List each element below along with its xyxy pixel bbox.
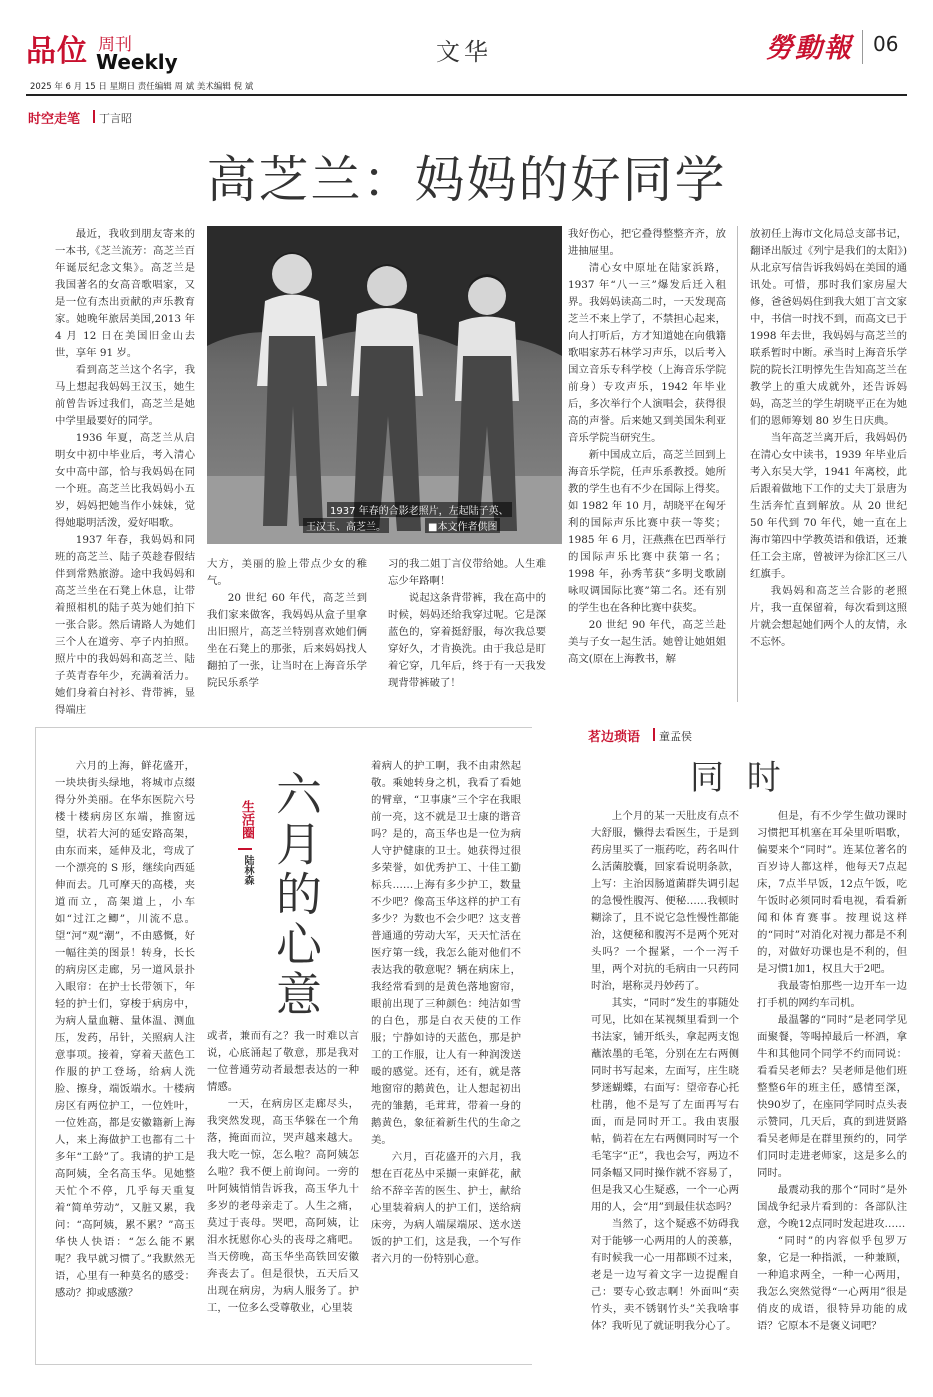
article2-column-2: 或者，兼而有之？我一时难以言说，心底涌起了敬意，那是我对一位普通劳动者最想表达的一种情感。 一天，在病房区走廊尽头，我突然发现，高玉华躲在一个角落，掩面而泣，哭声越来越大。我大吃一惊，怎么啦？高阿姨怎么啦？我不便上前询问。一旁的叶阿姨悄悄告诉我，高玉华九十多岁的老母亲走了。人生之痛，莫过于丧母。哭吧，高阿姨，让泪水抚慰你心头的丧母之痛吧。当天傍晚，高玉华坐高铁回安徽奔丧去了。但是很快，五天后又出现在病房，为病人服务了。护工，一位多么受尊敬业，心里装	[207, 1030, 359, 1314]
dateline: 2025 年 6 月 15 日 星期日 责任编辑 周 斌 美术编辑 倪 斌	[30, 82, 254, 92]
masthead-brand: 品位	[26, 34, 88, 69]
masthead-rule	[26, 94, 907, 96]
article3-column-1: 上个月的某一天肚皮有点不大舒服，懒得去看医生，于是到药房里买了一瓶药吃，药名叫什么活菌胶囊，回家看说明条款，上写：主治因肠道菌群失调引起的急慢性腹泻、便秘……我顿时糊涂了，且不说它急性慢性都能治，这便秘和腹泻不是两个死对头吗？一个握紧，一个一泻千里，两个对抗的毛病由一只药同时治，堪称灵丹妙药了。 其实，“同时”发生的事随处可见，比如在某视频里看到一个书法家，铺开纸头，拿起两支饱蘸浓墨的毛笔，分别在左右两侧同时书写起来，左面写，庄生晓梦迷蝴蝶，右面写：望帝春心托杜鹃，他不是写了左面再写右面，而是同时开工。我由衷服帖，倘若在左右两侧同时写一个毛笔字“正”，我也会写，两边不同条幅又同时操作就不容易了，但是我又心生疑惑，一个一心两用的人，会“用”到最佳状态吗？ 当然了，这个疑惑不妨碍我对于能够一心两用的人的羡慕，有时候我一心一用都顾不过来，老是一边写着文字一边提醒自己：要专心致志啊！外面叫“卖竹头，卖不锈钢竹头”关我啥事体？我听见了就证明我分心了。	[591, 810, 739, 1332]
article2-byline: 陆林森	[242, 855, 253, 885]
photo-caption-line2: 王汉玉、高芝兰。	[303, 518, 389, 533]
photo-credit: ■本文作者供图	[425, 518, 500, 533]
article3-column-2: 但是，有不少学生做功课时习惯把耳机塞在耳朵里听唱歌，偏要来个“同时”。连某位著名的百岁诗人都这样，他每天7点起床，7点半早饭，12点午饭，吃午饭时必须同时看电视，看看新闻和体育赛事。按理说这样的“同时”对消化对视力都是不利的，对做好功课也是不利的，但是习惯1加1，权且大于2吧。 我最寄怕那些一边开车一边打手机的网约车司机。 最温馨的“同时”是老同学见面聚餐，等喝掉最后一杯酒，拿牛和其他同个同学不约而同说：看看吴老师去？吴老师是他们班整整6年的班主任，感情至深，快90岁了，在座同学同时点头表示赞同，几天后，真的到进贤路看吴老师是在群里预约的，同学们同时走进老师家，这是多么的同时。 最震动我的那个“同时”是外国战争纪录片看到的：各部队注意，今晚12点同时发起进攻…… “同时”的内容似乎包罗万象，它是一种指派，一种兼顾，一种追求两全，一种一心两用，我怎么突然觉得“一心两用”很是俏皮的成语，很特异功能的成语？它原本不是褒义词吧？	[757, 810, 907, 1332]
headline: 高芝兰：妈妈的好同学	[206, 151, 727, 209]
masthead-divider	[862, 30, 863, 64]
article2-column-1: 六月的上海，鲜花盛开，一块块街头绿地，将城市点缀得分外美丽。在华东医院六号楼十楼病房区东端，推窗远望，状若大河的延安路高架，由东而来，延伸及北，弯成了一个漂亮的 S 形，继续向西延伸而去。几可摩天的高楼，夹道而立，高架道上，小车如“过江之鲫”，川流不息。望“河”观“潮”，不由感慨，好一幅往美的图景！转身，长长的病房区走廊，另一道风景扑入眼帘：在护士长带领下，年轻的护士们，穿梭于病房中，为病人量血糖、量体温、测血压，发药，吊针，关照病人注意事项。接着，穿着天蓝色工作服的护工登场，给病人洗脸、擦身，端饭端水。十楼病房区有两位护工，一位姓叶，一位姓高，都是安徽籍新上海人，来上海做护工也都有二十多年“工龄”了。我请的护工是高阿姨，全名高玉华。见她整天忙个不停，几乎每天重复着“简单劳动”，又脏又累，我问：“高阿姨，累不累？”高玉华快人快语：“怎么能不累呢？我早就习惯了。”我默然无语，心里有一种莫名的感受：感动？抑或感激？	[55, 760, 195, 1299]
page-number: 06	[873, 32, 899, 56]
article3-headline: 同 时	[690, 758, 787, 798]
byline: 丁言昭	[99, 112, 132, 125]
article1-column-2: 大方，美丽的脸上带点少女的稚气。 20 世纪 60 年代，高芝兰到我们家来做客，我妈妈从盒子里拿出旧照片，高芝兰特别喜欢她们俩坐在石凳上的那张，后来妈妈找人翻拍了一张，让当时在上海音乐学院民乐系学	[207, 558, 367, 689]
article2-column-tag: 生活圈	[239, 800, 254, 839]
masthead-brand-sub: 周刊	[98, 35, 132, 55]
article3-column-tag: 茗边琐语	[588, 730, 641, 745]
article2-column-3: 着病人的护工啊，我不由肃然起敬。乘她转身之机，我看了看她的臂章，“卫事康”三个字在我眼前一亮，这不就是卫士康的谐音吗？是的，高玉华也是一位为病人守护健康的卫士。她获得过很多荣誉，如优秀护工、十佳工勤标兵……上海有多少护工，数量不少吧？像高玉华这样的护工有多少？为数也不会少吧？这支普普通通的劳动大军，天天忙活在医疗第一线，我怎么能对他们不表达我的敬意呢？辆在病床上，我经常看到的是黄色落地窗帘，眼前出现了三种颜色：纯洁如雪的白色，那是白衣天使的工作服；宁静如诗的天蓝色，那是护工的工作服，让人有一种润泼送暖的感觉。还有，还有，就是落地窗帘的鹅黄色，让人想起初出壳的雏鹅，毛茸茸，带着一身的鹅黄色，象征着新生代的生命之美。 六月，百花盛开的六月，我想在百花丛中采撷一束鲜花，献给不辞辛苦的医生、护士，献给心里装着病人的护工们，送给病床旁，为病人端屎端尿、送水送饭的护工们，这是我，一个写作者六月的一份特别心意。	[371, 760, 521, 1265]
article3-byline: 童孟侯	[659, 730, 692, 743]
masthead-weekly: Weekly	[96, 50, 178, 74]
newspaper-logo: 勞動報	[766, 33, 853, 64]
column-tag: 时空走笔	[28, 112, 81, 127]
article1-column-3: 习的我二姐丁言仪带给她。人生难忘少年路啊！ 说起这条背带裤，我在高中的时候，妈妈还给我穿过呢。它是深蓝色的，穿着挺舒服，每次我总要穿好久，才肯换洗。由于我总是盯着它穿，几年后，终于有一天我发现背带裤破了！	[388, 558, 546, 689]
article2-headline: 六月的心意	[269, 770, 323, 1020]
masthead-section: 文华	[436, 38, 492, 66]
article2-tag-bar	[238, 848, 252, 850]
article1-column-4: 我好伤心，把它叠得整整齐齐，放进抽屉里。 清心女中原址在陆家浜路，1937 年“八一三”爆发后迁入租界。我妈妈读高二时，一天发现高芝兰不来上学了，不禁担心起来，向人打听后，方才知道她在向俄籍歌唱家苏石林学习声乐，以后考入国立音乐专科学校（上海音乐学院前身）专攻声乐，1942 年毕业后，多次举行个人演唱会，获得很高的声誉。后来她又到美国朱利亚音乐学院当研究生。 新中国成立后，高芝兰回到上海音乐学院，任声乐系教授。她所教的学生也有不少在国际上得奖。如 1982 年 10 月，胡晓平在匈牙利的国际声乐比赛中获一等奖；1985 年 6 月，汪燕燕在巴西举行的国际声乐比赛中获第一名；1998 年，孙秀苇获“多明戈歌剧咏叹调国际比赛”第二名。还有别的学生也在各种比赛中获奖。 20 世纪 90 年代，高芝兰赴美与子女一起生活。她曾让她姐姐高文(原在上海教书，解	[568, 228, 726, 665]
column-divider	[737, 226, 738, 702]
photo	[207, 226, 562, 544]
photo-caption-line1: 1937 年春的合影老照片，左起陆子英、	[327, 502, 512, 517]
column-tag-bar	[93, 110, 95, 123]
photo-illustration	[207, 226, 562, 544]
article1-column-5: 放初任上海市文化局总支部书记，翻译出版过《列宁是我们的太阳》)从北京写信告诉我妈妈在美国的通讯处。可惜，那时我们家房屋大修，爸爸妈妈住到我大姐丁言文家中，书信一时找不到，而高文已于 1998 年去世，我妈妈与高芝兰的联系暂时中断。承当时上海音乐学院的院长江明惇先生告知高芝兰在教学上的重大成就外，还告诉妈妈，高芝兰的学生胡晓平正在为她们的恩师筹划 80 岁生日庆典。 当年高芝兰离开后，我妈妈仍在清心女中读书，1939 年毕业后考入东吴大学，1941 年离校，此后跟着做地下工作的丈夫丁景唐为生活奔忙直到解放。从 20 世纪 50 年代到 70 年代，她一直在上海市第四中学教英语和俄语，还兼任工会主席，曾被评为徐汇区三八红旗手。 我妈妈和高芝兰合影的老照片，我一直保留着，每次看到这照片就会想起她们两个人的友情，永不忘怀。	[750, 228, 907, 648]
article3-tag-bar	[653, 728, 655, 741]
article1-column-1: 最近，我收到朋友寄来的一本书,《芝兰流芳：高芝兰百年诞辰纪念文集》。高芝兰是我国著名的女高音歌唱家，又是一位有杰出贡献的声乐教育家。她晚年旅居美国,2013 年 4 月 12 日在美国旧金山去世，享年 91 岁。 看到高芝兰这个名字，我马上想起我妈妈王汉玉，她生前曾告诉过我们，高芝兰是她中学里最要好的同学。 1936 年夏，高芝兰从启明女中初中毕业后，考入清心女中高中部，恰与我妈妈在同一个班。高芝兰比我妈妈小五岁，妈妈把她当作小妹妹，觉得她聪明活泼，爱好唱歌。 1937 年春，我妈妈和同班的高芝兰、陆子英趁春假结伴到常熟旅游。途中我妈妈和高芝兰坐在石凳上休息，让带着照相机的陆子英为她们拍下一张合影。然后请路人为她们三个人在道旁、亭子内拍照。照片中的我妈妈和高芝兰、陆子英青春年少，充满着活力。她们身着白衬衫、背带裤，显得端庄	[55, 228, 195, 716]
